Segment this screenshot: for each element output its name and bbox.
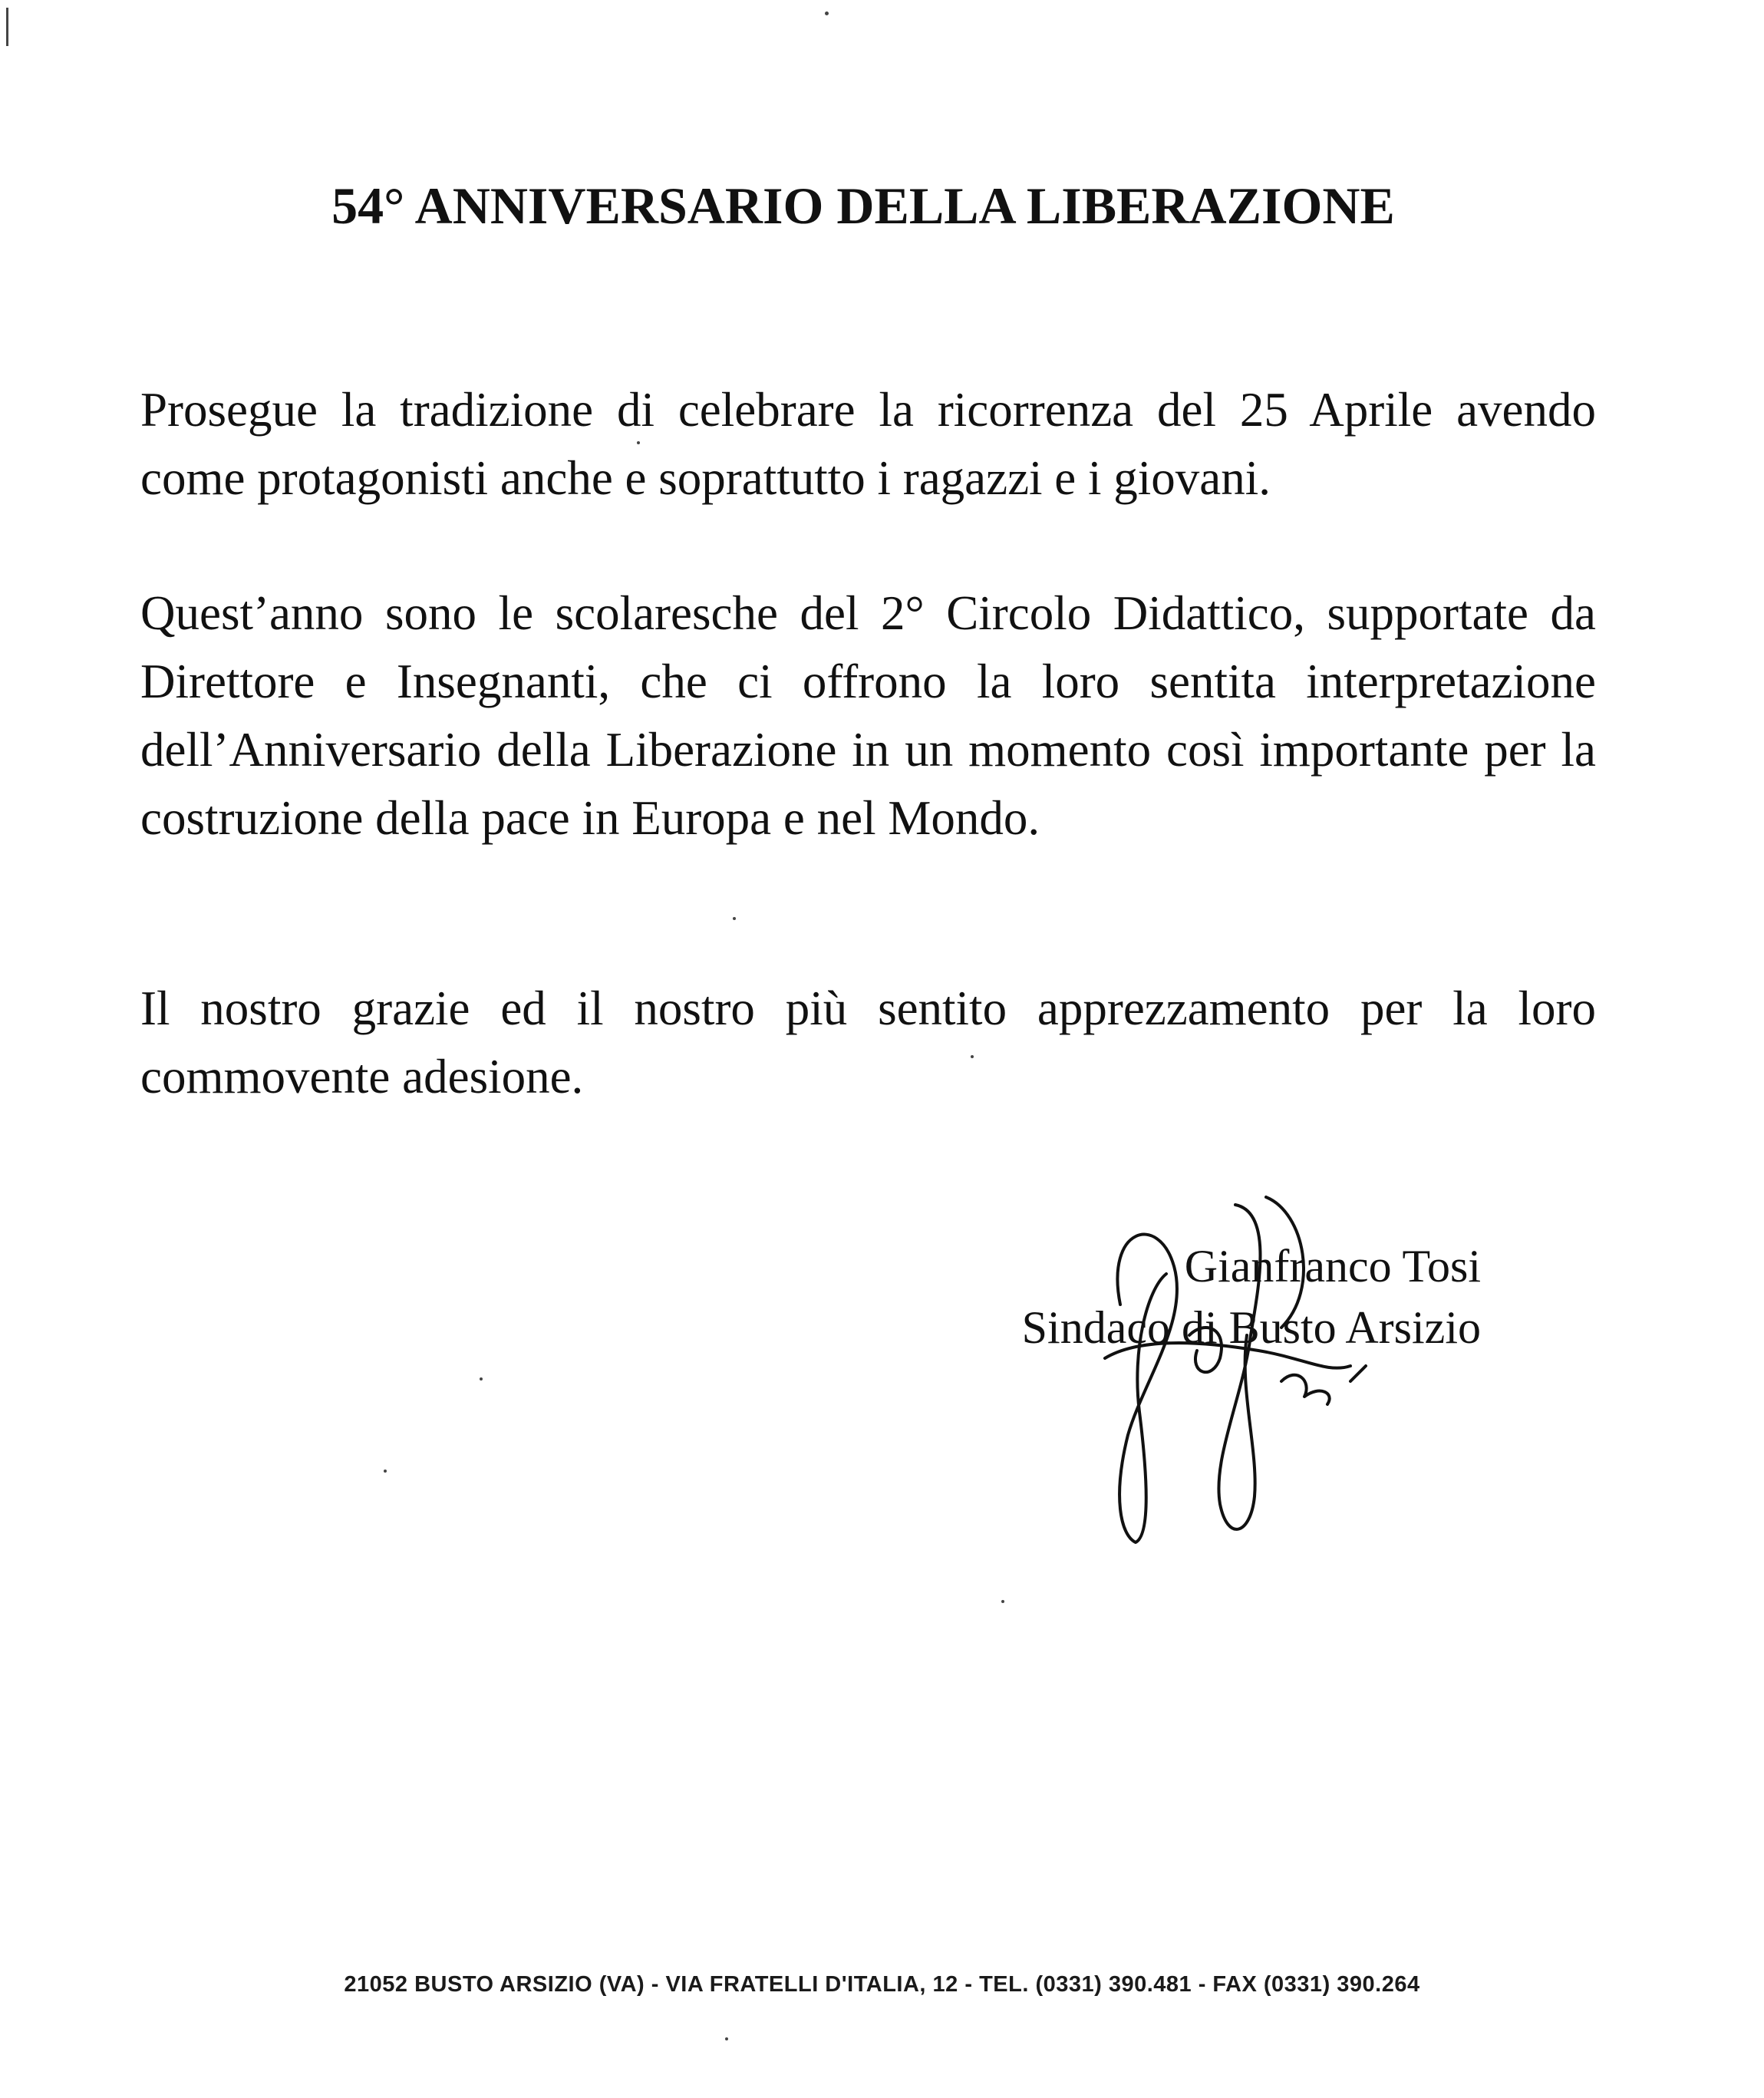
address-footer: 21052 BUSTO ARSIZIO (VA) - VIA FRATELLI D'ITALIA, 12 - TEL. (0331) 390.481 - FAX (0331) 390.264 xyxy=(344,1972,1420,1997)
scan-speck xyxy=(637,441,640,444)
paragraph-1: Prosegue la tradizione di celebrare la ricorrenza del 25 Aprile avendo come protagonisti anche e soprattutto i ragazzi e i giovani. xyxy=(140,383,1596,505)
scan-speck xyxy=(384,1470,387,1473)
scan-speck xyxy=(1001,1600,1004,1603)
scan-speck xyxy=(6,8,8,46)
signatory-name: Gianfranco Tosi xyxy=(1184,1241,1481,1291)
scan-speck xyxy=(480,1377,483,1381)
paragraph-2: Quest’anno sono le scolaresche del 2° Circolo Didattico, supportate da Direttore e Insegnanti, che ci offrono la loro sentita interpretazione dell’Anniversario della Liberazione in un momento così importante per la costruzione della pace in Europa e nel Mondo. xyxy=(140,586,1596,845)
handwritten-signature xyxy=(1074,1182,1396,1558)
scan-speck xyxy=(825,12,829,15)
scan-speck xyxy=(971,1055,974,1058)
document-title: 54° ANNIVERSARIO DELLA LIBERAZIONE xyxy=(331,176,1395,235)
scan-speck xyxy=(725,2037,728,2040)
signatory-role: Sindaco di Busto Arsizio xyxy=(1021,1302,1481,1353)
scan-speck xyxy=(733,917,736,920)
paragraph-3: Il nostro grazie ed il nostro più sentito apprezzamento per la loro commovente adesione. xyxy=(140,981,1596,1103)
